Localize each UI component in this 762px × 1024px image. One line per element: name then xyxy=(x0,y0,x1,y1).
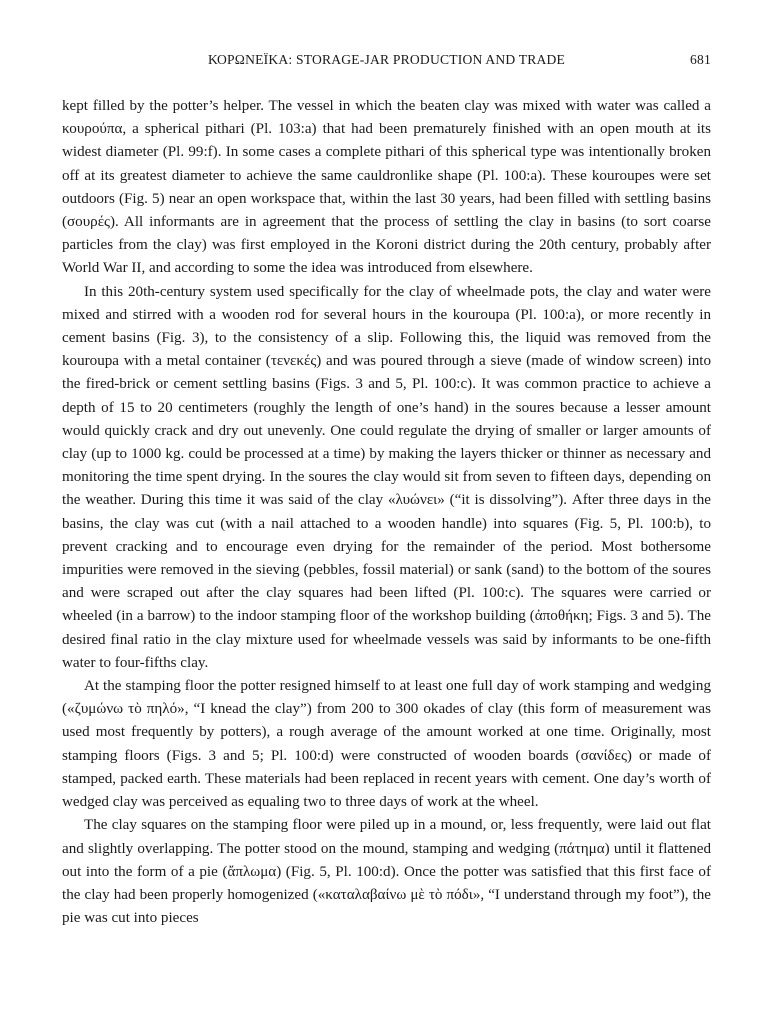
paragraph: In this 20th-century system used specifically for the clay of wheelmade pots, the clay and water were mixed and stirred with a wooden rod for several hours in the kouroupa (Pl. 100:a), or more recently in cement basins (Fig. 3), to the consistency of a slip. Following this, the liquid was removed from the kouroupa with a metal container (τενεκές) and was poured through a sieve (made of window screen) into the fired-brick or cement settling basins (Figs. 3 and 5, Pl. 100:c). It was common practice to achieve a depth of 15 to 20 centimeters (roughly the length of one’s hand) in the soures because a lesser amount would quickly crack and dry out unevenly. One could regulate the drying of smaller or larger amounts of clay (up to 1000 kg. could be processed at a time) by making the layers thicker or thinner as necessary and monitoring the time spent drying. In the soures the clay would sit from seven to fifteen days, depending on the weather. During this time it was said of the clay «λυώνει» (“it is dissolving”). After three days in the basins, the clay was cut (with a nail attached to a wooden handle) into squares (Fig. 5, Pl. 100:b), to prevent cracking and to encourage even drying for the remainder of the period. Most bothersome impurities were removed in the sieving (pebbles, fossil material) or sank (sand) to the bottom of the soures and were scraped out after the clay squares had been lifted (Pl. 100:c). The squares were carried or wheeled (in a barrow) to the indoor stamping floor of the workshop building (ἀποθήκη; Figs. 3 and 5). The desired final ratio in the clay mixture used for wheelmade vessels was said by informants to be one-fifth water to four-fifths clay. xyxy=(62,283,711,671)
page-number: 681 xyxy=(690,52,711,67)
paragraph: The clay squares on the stamping floor were piled up in a mound, or, less frequently, were laid out flat and slightly overlapping. The potter stood on the mound, stamping and wedging (πάτημα) until it flattened out into the form of a pie (ἄπλωμα) (Fig. 5, Pl. 100:d). Once the potter was satisfied that this first face of the clay had been properly homogenized («καταλαβαίνω μὲ τὸ πόδι», “I understand through my foot”), the pie was cut into pieces xyxy=(62,817,711,927)
running-title: ΚΟΡΩΝΕΪΚΑ: STORAGE-JAR PRODUCTION AND TRADE xyxy=(207,52,566,67)
running-head xyxy=(62,52,711,74)
paragraph: kept filled by the potter’s helper. The vessel in which the beaten clay was mixed with water was called a κουρούπα, a spherical pithari (Pl. 103:a) that had been prematurely finished with an open mouth at its widest diameter (Pl. 99:f). In some cases a complete pithari of this spherical type was intentionally broken off at its greatest diameter to achieve the same cauldronlike shape (Pl. 100:a). These kouroupes were set outdoors (Fig. 5) near an open workspace that, within the last 30 years, had been filled with settling basins (σουρές). All informants are in agreement that the process of settling the clay in basins (to sort coarse particles from the clay) was first employed in the Koroni district during the 20th century, probably after World War II, and according to some the idea was introduced from elsewhere. xyxy=(62,98,711,277)
paragraph: At the stamping floor the potter resigned himself to at least one full day of work stamping and wedging («ζυμώνω τὸ πηλό», “I knead the clay”) from 200 to 300 okades of clay (this form of measurement was used most frequently by potters), a rough average of the amount worked at one time. Originally, most stamping floors (Figs. 3 and 5; Pl. 100:d) were constructed of wooden boards (σανίδες) or made of stamped, packed earth. These materials had been replaced in recent years with cement. One day’s worth of wedged clay was perceived as equaling two to three days of work at the wheel. xyxy=(62,678,711,811)
document-page xyxy=(62,52,711,930)
body-text xyxy=(62,95,711,930)
